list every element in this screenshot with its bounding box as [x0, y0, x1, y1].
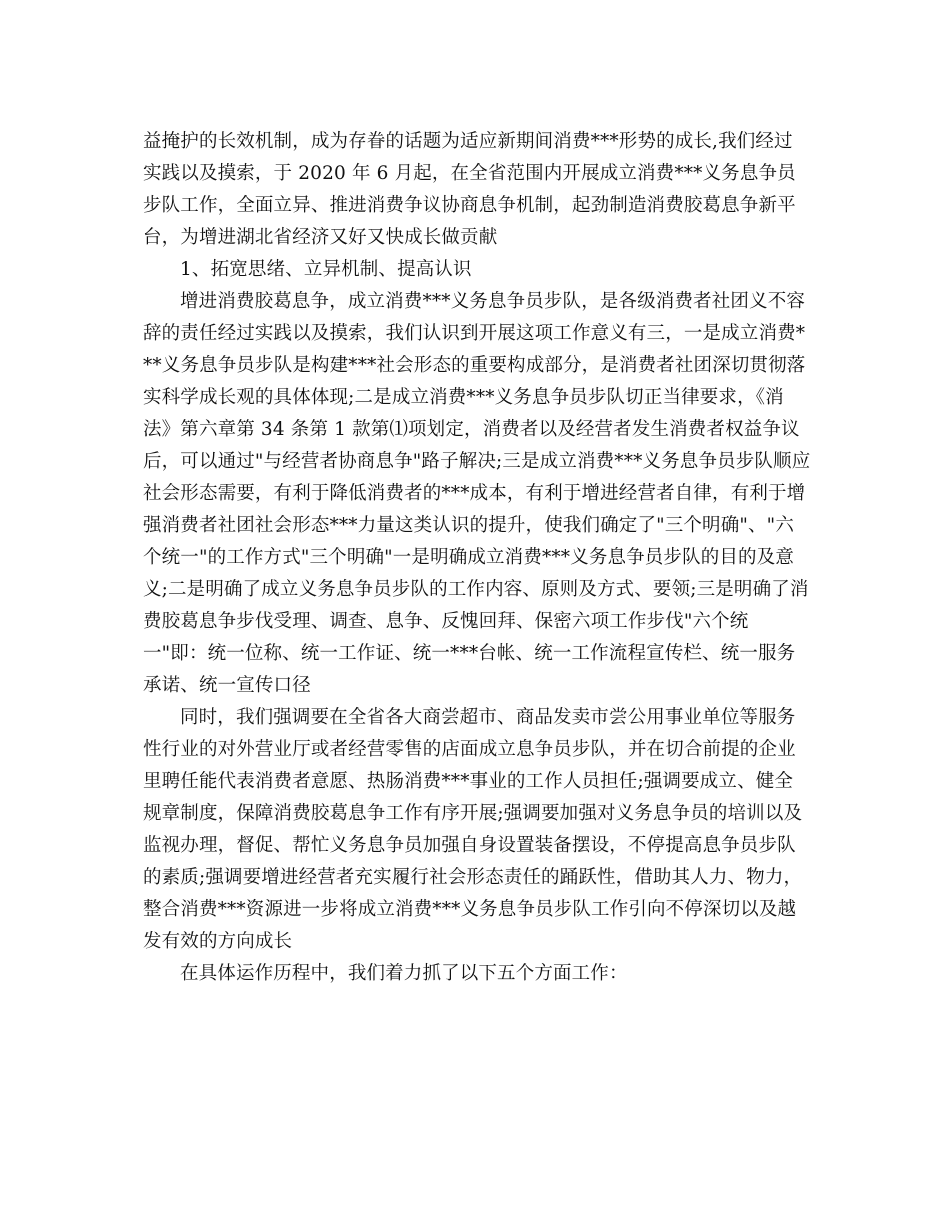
paragraph-operation-intro: 在具体运作历程中，我们着力抓了以下五个方面工作：: [180, 963, 628, 984]
document-body: [143, 126, 811, 990]
paragraph-continuation: 益掩护的长效机制，成为存眷的话题为适应新期间消费***形势的成长,我们经过实践以及摸索，于 2020 年 6 月起，在全省范围内开展成立消费***义务息争员步队工作，全面立异、推进消费争议协商息争机制，起劲制造消费胶葛息争新平台，为增进湖北省经济又好又快成长做贡献: [143, 131, 796, 248]
paragraph-significance: 增进消费胶葛息争，成立消费***义务息争员步队，是各级消费者社团义不容辞的责任经过实践以及摸索，我们认识到开展这项工作意义有三，一是成立消费***义务息争员步队是构建***社会形态的重要构成部分，是消费者社团深切贯彻落实科学成长观的具体体现;二是成立消费***义务息争员步队切正当律要求，《消法》第六章第 34 条第 1 款第⑴项划定，消费者以及经营者发生消费者权益争议后，可以通过"与经营者协商息争"路子解决;三是成立消费***义务息争员步队顺应社会形态需要，有利于降低消费者的***成本，有利于增进经营者自律，有利于增强消费者社团社会形态***力量这类认识的提升，使我们确定了"三个明确"、"六个统一"的工作方式"三个明确"一是明确成立消费***义务息争员步队的目的及意义;二是明确了成立义务息争员步队的工作内容、原则及方式、要领;三是明确了消费胶葛息争步伐受理、调查、息争、反愧回拜、保密六项工作步伐"六个统一"即：统一位称、统一工作证、统一***台帐、统一工作流程宣传栏、统一服务承诺、统一宣传口径: [143, 291, 811, 696]
paragraph-requirements: 同时，我们强调要在全省各大商尝超市、商品发卖市尝公用事业单位等服务性行业的对外营业厅或者经营零售的店面成立息争员步队，并在切合前提的企业里聘任能代表消费者意愿、热肠消费***事业的工作人员担任;强调要成立、健全规章制度，保障消费胶葛息争工作有序开展;强调要加强对义务息争员的培训以及监视办理，督促、帮忙义务息争员加强自身设置装备摆设，不停提高息争员步队的素质;强调要增进经营者充实履行社会形态责任的踊跃性，借助其人力、物力，整合消费***资源进一步将成立消费***义务息争员步队工作引向不停深切以及越发有效的方向成长: [143, 707, 803, 952]
section-heading: 1、拓宽思绪、立异机制、提高认识: [180, 259, 472, 280]
